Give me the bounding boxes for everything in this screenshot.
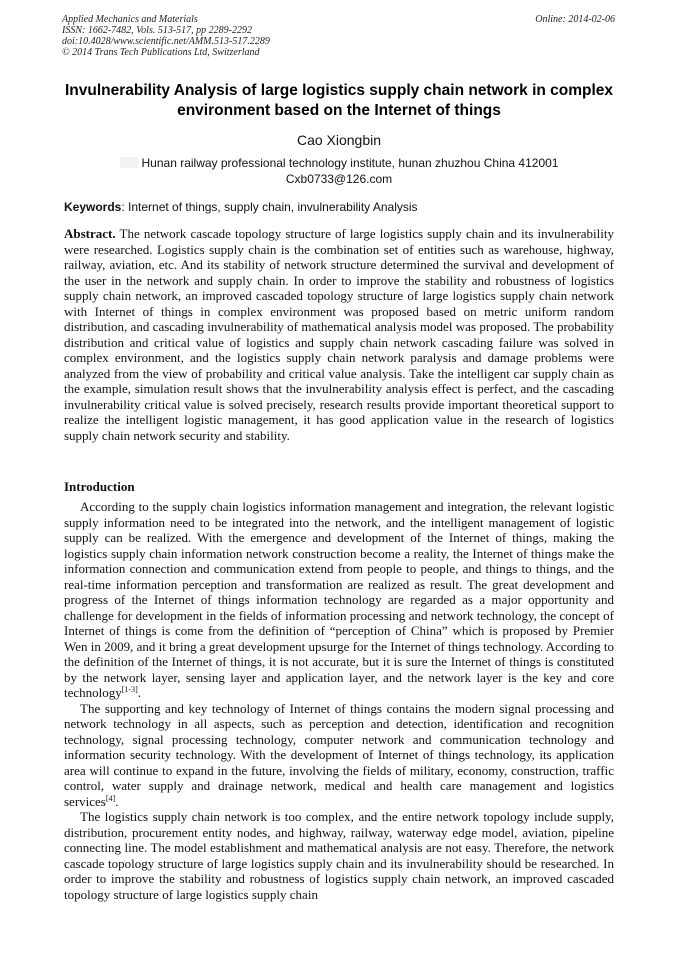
- issn-line: ISSN: 1662-7482, Vols. 513-517, pp 2289-2292: [62, 25, 252, 36]
- author-email[interactable]: Cxb0733@126.com: [285, 172, 393, 186]
- affiliation: [60, 156, 618, 171]
- abstract: [64, 226, 614, 443]
- introduction-heading: Introduction: [64, 479, 135, 494]
- introduction-body: [64, 499, 614, 902]
- doi-line[interactable]: doi:10.4028/www.scientific.net/AMM.513-517.2289: [62, 36, 270, 47]
- keywords-label: Keywords: [64, 200, 122, 214]
- paper-title: Invulnerability Analysis of large logistics supply chain network in complex environment based on the Internet of things: [64, 82, 614, 119]
- keywords-text: : Internet of things, supply chain, invulnerability Analysis: [121, 200, 418, 214]
- abstract-text: The network cascade topology structure of large logistics supply chain and its invulnerability were researched. Logistics supply chain is the combination set of entities such as warehouse, highway, railway, aviation, etc. And its stability of network structure determined the survival and development of the user in the network and supply chain. In order to improve the stability and robustness of logistics supply chain network, an improved cascaded topology structure of large logistics supply chain network with Internet of things in complex environment was proposed based on metric uniform random distribution, and cascading invulnerability of mathematical analysis model was proposed. The probability distribution and critical value of logistics and supply chain network cascading failure was solved in complex environment, and the logistics supply chain network paralysis and damage problems were analyzed from the view of probability and critical value analysis. Take the intelligent car supply chain as the example, simulation result shows that the invulnerability analysis effect is perfect, and the cascading invulnerability critical value is solved precisely, research results provide important theoretical support to realize the intelligent logistic management, it has good application value in the research of logistics supply chain network security and stability.: [64, 226, 614, 443]
- intro-paragraph-2: [64, 701, 614, 810]
- journal-header: [62, 14, 270, 58]
- abstract-label: Abstract.: [64, 226, 116, 241]
- keywords-line: [64, 200, 418, 215]
- intro-paragraph-3: The logistics supply chain network is too complex, and the entire network topology include supply, distribution, procurement entity nodes, and highway, railway, waterway edge model, aviation, pipeline connecting line. The model establishment and mathematical analysis are not easy. Therefore, the network cascade topology structure of large logistics supply chain and its invulnerability should be researched. In order to improve the stability and robustness of logistics supply chain network, an improved cascaded topology structure of large logistics supply chain: [64, 809, 614, 902]
- intro-p2-text: The supporting and key technology of Internet of things contains the modern signal processing and network technology in all aspects, such as perception and detection, identification and recognition technology, signal processing technology, computer network and communication technology and information security technology. With the development of Internet of things technology, its application area will continue to expand in the future, involving the fields of military, economy, construction, traffic control, water supply and drainage network, medical and health care management and logistics services: [64, 700, 614, 809]
- intro-p1-text: According to the supply chain logistics information management and integration, the relevant logistic supply information need to be integrated into the network, and the intelligent management of logistic supply can be realized. With the emergence and development of the Internet of things, making the logistics supply chain information network construction become a reality, the Internet of things make the information connection and communication extend from people to people, and things to things, and the real-time information perception and transformation are realized as result. The great development and progress of the Internet of things information technology are regarded as a major opportunity and challenge for development in the fields of information processing and network technology, the concept of Internet of things is come from the definition of “perception of China” which is proposed by Premier Wen in 2009, and it bring a great development upsurge for the Internet of things technology. According to the definition of the Internet of things, it is not accurate, but it is sure the Internet of things is constituted by the network layer, sensing layer and application layer, and the network layer is the key and core technology: [64, 499, 614, 700]
- intro-p2-end: .: [115, 793, 119, 809]
- copyright-line: © 2014 Trans Tech Publications Ltd, Switzerland: [62, 47, 260, 58]
- citation-ref: [1-3]: [121, 685, 138, 694]
- affiliation-text: Hunan railway professional technology institute, hunan zhuzhou China 412001: [141, 156, 559, 170]
- journal-name: Applied Mechanics and Materials: [62, 14, 198, 25]
- citation-ref: [4]: [105, 793, 116, 803]
- intro-paragraph-1: [64, 499, 614, 701]
- intro-p1-end: .: [137, 685, 142, 700]
- affiliation-mark: [120, 157, 138, 168]
- online-date: Online: 2014-02-06: [535, 14, 615, 25]
- author-name: Cao Xiongbin: [296, 132, 382, 148]
